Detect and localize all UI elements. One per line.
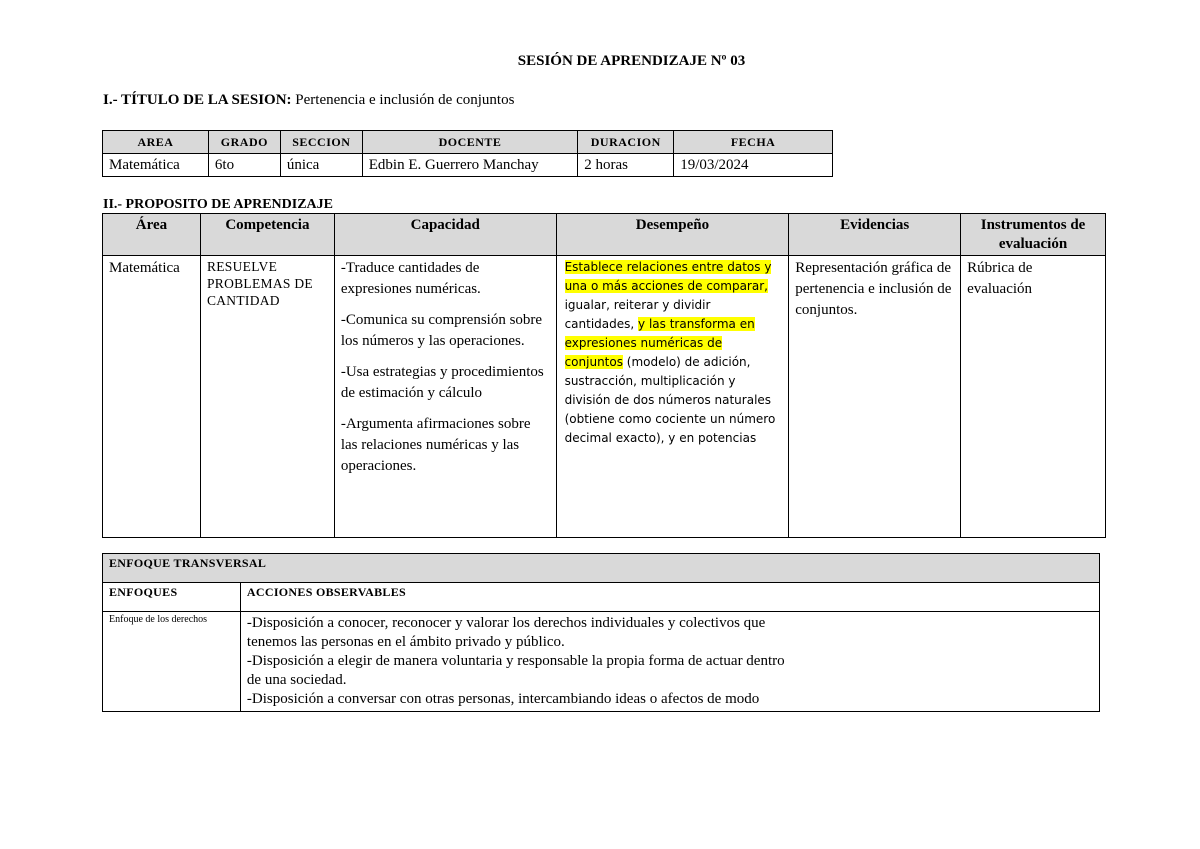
accion-line: tenemos las personas en el ámbito privado y público. (246, 634, 565, 650)
desempeno-highlight-2: y las transforma en expresiones numéricas de conjuntos (564, 317, 755, 369)
purpose-table (102, 213, 1106, 538)
purpose-header-desempeno: Desempeño (556, 214, 789, 256)
info-table (102, 130, 833, 177)
capacidad-item: -Traduce cantidades de expresiones numéricas. (340, 260, 481, 297)
info-header-grado: GRADO (208, 131, 280, 154)
capacidad-item: -Comunica su comprensión sobre los números y las operaciones. (340, 312, 543, 349)
accion-line: -Disposición a conocer, reconocer y valorar los derechos individuales y colectivos que (246, 615, 766, 631)
transversal-enfoque: Enfoque de los derechos (103, 612, 241, 712)
transversal-acciones (240, 612, 1099, 712)
accion-line: -Disposición a conversar con otras personas, intercambiando ideas o afectos de modo (246, 691, 760, 707)
info-grado: 6to (208, 154, 280, 177)
transversal-col-acciones: ACCIONES OBSERVABLES (240, 583, 1099, 612)
info-header-seccion: SECCION (280, 131, 362, 154)
section1-value: Pertenencia e inclusión de conjuntos (295, 92, 515, 108)
purpose-capacidades (334, 256, 556, 538)
info-table-row (103, 154, 833, 177)
purpose-desempeno (556, 256, 789, 538)
accion-line: de una sociedad. (246, 672, 347, 688)
info-fecha: 19/03/2024 (674, 154, 833, 177)
capacidad-item: -Usa estrategias y procedimientos de estimación y cálculo (340, 364, 544, 401)
transversal-header-row (103, 583, 1100, 612)
purpose-header-evidencias: Evidencias (789, 214, 961, 256)
transversal-title: ENFOQUE TRANSVERSAL (103, 554, 1100, 583)
desempeno-highlight-1: Establece relaciones entre datos y una o más acciones de comparar, (564, 260, 772, 293)
info-header-area: AREA (103, 131, 209, 154)
info-table-header-row (103, 131, 833, 154)
purpose-header-competencia: Competencia (200, 214, 334, 256)
purpose-area: Matemática (103, 256, 201, 538)
capacidad-item: -Argumenta afirmaciones sobre las relaciones numéricas y las operaciones. (340, 416, 531, 474)
purpose-row (103, 256, 1106, 538)
info-area: Matemática (103, 154, 209, 177)
purpose-instrumentos: Rúbrica de evaluación (961, 256, 1106, 538)
info-duracion: 2 horas (578, 154, 674, 177)
purpose-header-instrumentos: Instrumentos de evaluación (961, 214, 1106, 256)
info-docente: Edbin E. Guerrero Manchay (362, 154, 578, 177)
section2-label: II.- PROPOSITO DE APRENDIZAJE (103, 197, 334, 212)
purpose-header-capacidad: Capacidad (334, 214, 556, 256)
session-title: SESIÓN DE APRENDIZAJE Nº 03 (517, 53, 746, 69)
session-title-line (103, 92, 514, 109)
transversal-col-enfoques: ENFOQUES (103, 583, 241, 612)
purpose-header-area: Área (103, 214, 201, 256)
purpose-header-row (103, 214, 1106, 256)
info-header-fecha: FECHA (674, 131, 833, 154)
section1-label: I.- TÍTULO DE LA SESION: (103, 92, 292, 108)
info-seccion: única (280, 154, 362, 177)
desempeno-text-2: (modelo) de adición, sustracción, multiplicación y división de dos números naturales (obtiene como cociente un número decimal exacto), y en potencias (564, 355, 776, 445)
transversal-title-row (103, 554, 1100, 583)
transversal-row (103, 612, 1100, 712)
purpose-competencia: RESUELVE PROBLEMAS DE CANTIDAD (200, 256, 334, 538)
transversal-table (102, 553, 1100, 712)
info-header-duracion: DURACION (578, 131, 674, 154)
desempeno-text-1: igualar, reiterar y dividir cantidades, (564, 298, 711, 331)
purpose-evidencias: Representación gráfica de pertenencia e inclusión de conjuntos. (789, 256, 961, 538)
accion-line: -Disposición a elegir de manera voluntaria y responsable la propia forma de actuar dentro (246, 653, 785, 669)
info-header-docente: DOCENTE (362, 131, 578, 154)
